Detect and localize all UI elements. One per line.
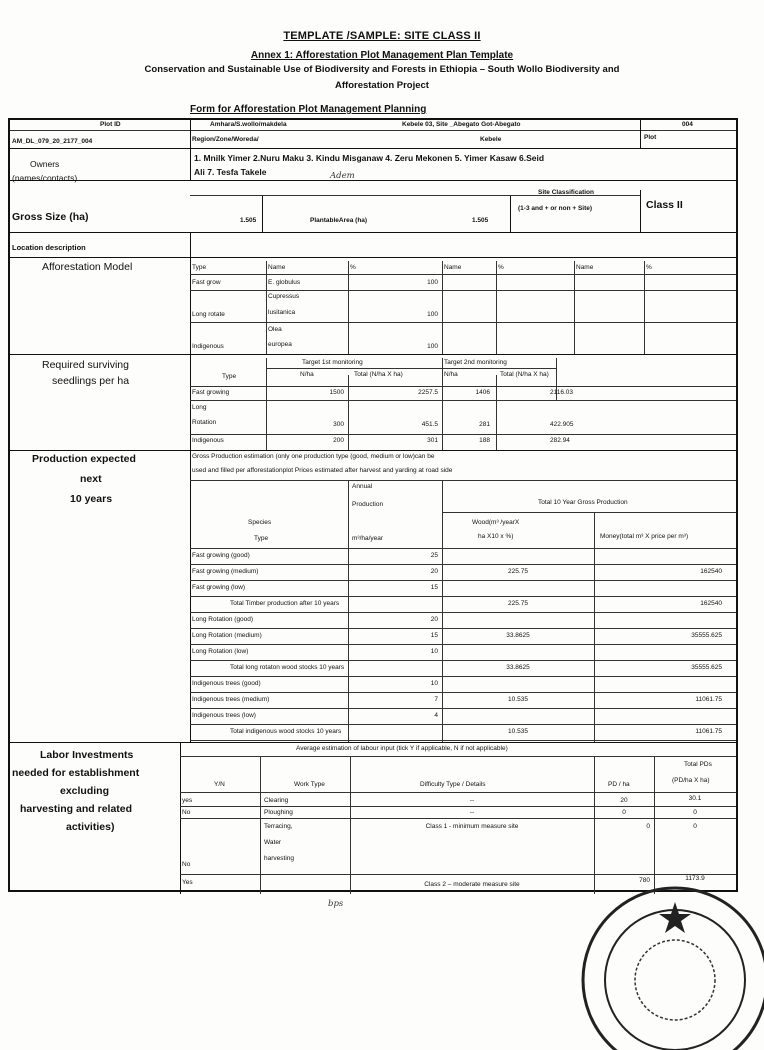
labor-row-yn: No (182, 809, 191, 816)
site-class-label-1: Site Classification (538, 189, 594, 196)
production-note-1: Gross Production estimation (only one production type (good, medium or low)can be (192, 453, 435, 460)
labor-row-work-3: harvesting (264, 855, 294, 862)
project-line-2: Afforestation Project (335, 80, 429, 91)
production-row-money: 35555.625 (691, 664, 722, 671)
seedlings-row-t1: 451.5 (421, 421, 438, 428)
annex-title: Annex 1: Afforestation Plot Management Plan Template (250, 50, 514, 61)
production-row-annual: 10 (430, 648, 438, 655)
labor-col-total-2: (PD/ha X ha) (672, 777, 710, 784)
labor-label-3: excluding (60, 785, 110, 797)
production-col-species-2: Type (254, 535, 269, 542)
labor-row-pd: 20 (620, 797, 628, 804)
form-table (8, 118, 738, 892)
labor-label-4: harvesting and related (20, 803, 133, 815)
seedlings-row-type: Long (192, 404, 207, 411)
production-col-wood-1: Wood(m³ /yearX (472, 519, 520, 526)
production-note-2: used and filled per afforestationplot Prices estimated after harvest and yarding at road side (192, 467, 453, 474)
gross-size-value: 1.505 (240, 217, 257, 224)
owners-line-2: Ali 7. Tesfa Takele (194, 167, 267, 177)
production-row-species: Long Rotation (good) (192, 616, 254, 623)
seedlings-row-t2: 2116.03 (550, 389, 574, 396)
seedlings-row-t1: 301 (427, 437, 438, 444)
labor-row-diff: Class 1 - minimum measure site (425, 823, 519, 830)
region-label: Region/Zone/Woreda/ (192, 136, 259, 143)
afforestation-row-type: Long rotate (192, 311, 225, 318)
gross-size-label: Gross Size (ha) (12, 211, 89, 223)
seedlings-row-n1: 300 (333, 421, 344, 428)
owners-line-1: 1. Mnilk Yimer 2.Nuru Maku 3. Kindu Misganaw 4. Zeru Mekonen 5. Yimer Kasaw 6.Seid (194, 153, 545, 163)
production-row-species: Fast growing (low) (192, 584, 246, 591)
seedlings-row-n2: 188 (479, 437, 490, 444)
labor-row-pd: 780 (639, 877, 650, 884)
afforestation-row-name-2: europea (268, 341, 292, 348)
production-row-wood: 225.75 (508, 568, 528, 575)
afforestation-row-pct: 100 (427, 343, 438, 350)
production-col-annual-2: Production (352, 501, 384, 508)
plot-number: 004 (682, 121, 693, 128)
labor-row-yn: yes (182, 797, 193, 804)
labor-row-total: 30.1 (688, 795, 702, 802)
site-class-value: Class II (646, 199, 683, 211)
seedlings-col-total: Total (N/ha X ha) (354, 371, 403, 378)
production-row-annual: 15 (430, 584, 438, 591)
owners-label-2: (names/contacts) (12, 173, 78, 183)
seedlings-row-n2: 1406 (475, 389, 490, 396)
seedlings-row-t2: 282.94 (550, 437, 570, 444)
plantable-area-label: PlantableArea (ha) (310, 217, 368, 224)
seedlings-col-type: Type (222, 373, 237, 380)
production-row-money: 11061.75 (695, 728, 722, 735)
afforestation-row-name: E. globulus (268, 279, 301, 286)
production-row-species: Total long rotaton wood stocks 10 years (230, 664, 345, 671)
production-row-species: Indigenous trees (low) (192, 712, 256, 719)
owners-label-1: Owners (30, 159, 60, 169)
afforestation-row-name: Olea (268, 326, 282, 333)
labor-row-pd: 0 (646, 823, 650, 830)
seedlings-row-type: Indigenous (192, 437, 224, 444)
labor-label-2: needed for establishment (12, 767, 140, 779)
project-line-1: Conservation and Sustainable Use of Biodiversity and Forests in Ethiopia – South Wollo Biodiversity and (144, 64, 620, 75)
seedlings-row-n1: 200 (333, 437, 344, 444)
afforestation-col-name-2: Name (444, 264, 462, 271)
production-row-annual: 10 (430, 680, 438, 687)
labor-row-pd: 0 (622, 809, 626, 816)
location-label: Location description (12, 243, 86, 252)
production-row-wood: 10.535 (508, 696, 528, 703)
labor-row-work-2: Water (264, 839, 282, 846)
production-label-3: 10 years (70, 493, 113, 505)
production-row-species: Long Rotation (medium) (192, 632, 262, 639)
afforestation-col-pct-2: % (498, 264, 504, 271)
handwritten-mark: bps (328, 899, 344, 909)
labor-row-work: Clearing (264, 797, 289, 804)
form-title: Form for Afforestation Plot Management Planning (190, 104, 427, 115)
labor-row-yn: Yes (182, 879, 193, 886)
region-value: Amhara/S.wollo/makdela (210, 121, 287, 128)
production-row-wood: 10.535 (508, 728, 528, 735)
production-col-annual-1: Annual (352, 483, 373, 490)
afforestation-row-pct: 100 (427, 311, 438, 318)
production-row-annual: 25 (430, 552, 438, 559)
afforestation-col-pct: % (350, 264, 356, 271)
labor-col-total-1: Total PDs (684, 761, 712, 768)
target-2-label: Target 2nd monitoring (444, 359, 507, 366)
labor-row-total: 0 (693, 823, 697, 830)
afforestation-row-name: Cupressus (268, 293, 300, 300)
afforestation-col-name-3: Name (576, 264, 594, 271)
production-row-species: Total Timber production after 10 years (230, 600, 340, 607)
production-row-money: 162540 (700, 568, 722, 575)
labor-col-work: Work Type (294, 781, 325, 788)
production-row-species: Indigenous trees (good) (192, 680, 261, 687)
seedlings-col-nha-2: N/ha (444, 371, 458, 378)
production-row-wood: 33.8625 (506, 632, 530, 639)
template-title: TEMPLATE /SAMPLE: SITE CLASS II (283, 30, 481, 42)
production-row-species: Total indigenous wood stocks 10 years (230, 728, 342, 735)
owners-handwritten-note: Adem (330, 171, 355, 181)
plot-id-label: Plot ID (100, 121, 121, 128)
afforestation-row-type: Indigenous (192, 343, 224, 350)
production-row-wood: 33.8625 (506, 664, 530, 671)
labor-row-diff: -- (469, 809, 475, 816)
plot-id-value: AM_DL_079_20_2177_004 (12, 138, 93, 145)
afforestation-row-pct: 100 (427, 279, 438, 286)
production-row-species: Indigenous trees (medium) (192, 696, 270, 703)
production-row-money: 35555.625 (691, 632, 722, 639)
production-col-wood-2: ha X10 x %) (478, 533, 514, 540)
production-col-total10: Total 10 Year Gross Production (538, 499, 628, 506)
plot-label: Plot (644, 134, 657, 141)
labor-row-total: 1173.9 (685, 875, 705, 882)
seedlings-label-1: Required surviving (42, 359, 129, 371)
labor-label-5: activities) (66, 821, 115, 833)
target-1-label: Target 1st monitoring (302, 359, 363, 366)
production-col-money: Money(total m³ X price per m³) (600, 533, 689, 540)
labor-row-total: 0 (693, 809, 697, 816)
afforestation-model-label: Afforestation Model (42, 261, 133, 273)
production-label-1: Production expected (32, 453, 136, 465)
afforestation-col-type: Type (192, 264, 207, 271)
seedlings-row-type-2: Rotation (192, 419, 217, 426)
labor-row-work: Ploughing (264, 809, 293, 816)
production-row-annual: 20 (430, 568, 438, 575)
labor-col-pd: PD / ha (608, 781, 630, 788)
labor-row-yn: No (182, 861, 191, 868)
plantable-area-value: 1.505 (472, 217, 489, 224)
production-row-species: Long Rotation (low) (192, 648, 249, 655)
seedlings-row-n2: 281 (479, 421, 490, 428)
production-row-annual: 7 (434, 696, 438, 703)
labor-label-1: Labor Investments (40, 749, 134, 761)
seedlings-label-2: seedlings per ha (52, 375, 130, 387)
labor-col-diff: Difficulty Type / Details (420, 781, 486, 788)
afforestation-row-type: Fast grow (192, 279, 221, 286)
production-row-annual: 4 (434, 712, 438, 719)
seedlings-col-nha: N/ha (300, 371, 314, 378)
labor-row-work: Terracing, (264, 823, 293, 830)
production-row-money: 11061.75 (695, 696, 722, 703)
labor-col-yn: Y/N (214, 781, 225, 788)
seedlings-row-n1: 1500 (329, 389, 344, 396)
site-class-label-2: (1-3 and + or non + Site) (518, 205, 593, 212)
production-row-species: Fast growing (medium) (192, 568, 259, 575)
labor-title: Average estimation of labour input (tick Y if applicable, N if not applicable) (296, 745, 508, 752)
production-col-m3: m³/ha/year (352, 535, 384, 542)
production-row-annual: 20 (430, 616, 438, 623)
kebele-label: Kebele (480, 136, 502, 143)
production-col-species-1: Species (248, 519, 272, 526)
afforestation-col-pct-3: % (646, 264, 652, 271)
seedlings-row-type: Fast growing (192, 389, 230, 396)
afforestation-col-name: Name (268, 264, 286, 271)
kebele-value: Kebele 03, Site _Abegato Got-Abegato (402, 121, 521, 128)
labor-row-diff: -- (469, 797, 475, 804)
production-label-2: next (80, 473, 102, 485)
production-row-annual: 15 (430, 632, 438, 639)
seedlings-row-t2: 422.905 (550, 421, 574, 428)
seedlings-row-t1: 2257.5 (418, 389, 438, 396)
production-row-species: Fast growing (good) (192, 552, 250, 559)
afforestation-row-name-2: lusitanica (268, 309, 296, 316)
labor-row-diff: Class 2 – moderate measure site (424, 881, 520, 888)
seedlings-col-total-2: Total (N/ha X ha) (500, 371, 549, 378)
production-row-money: 162540 (700, 600, 722, 607)
production-row-wood: 225.75 (508, 600, 528, 607)
